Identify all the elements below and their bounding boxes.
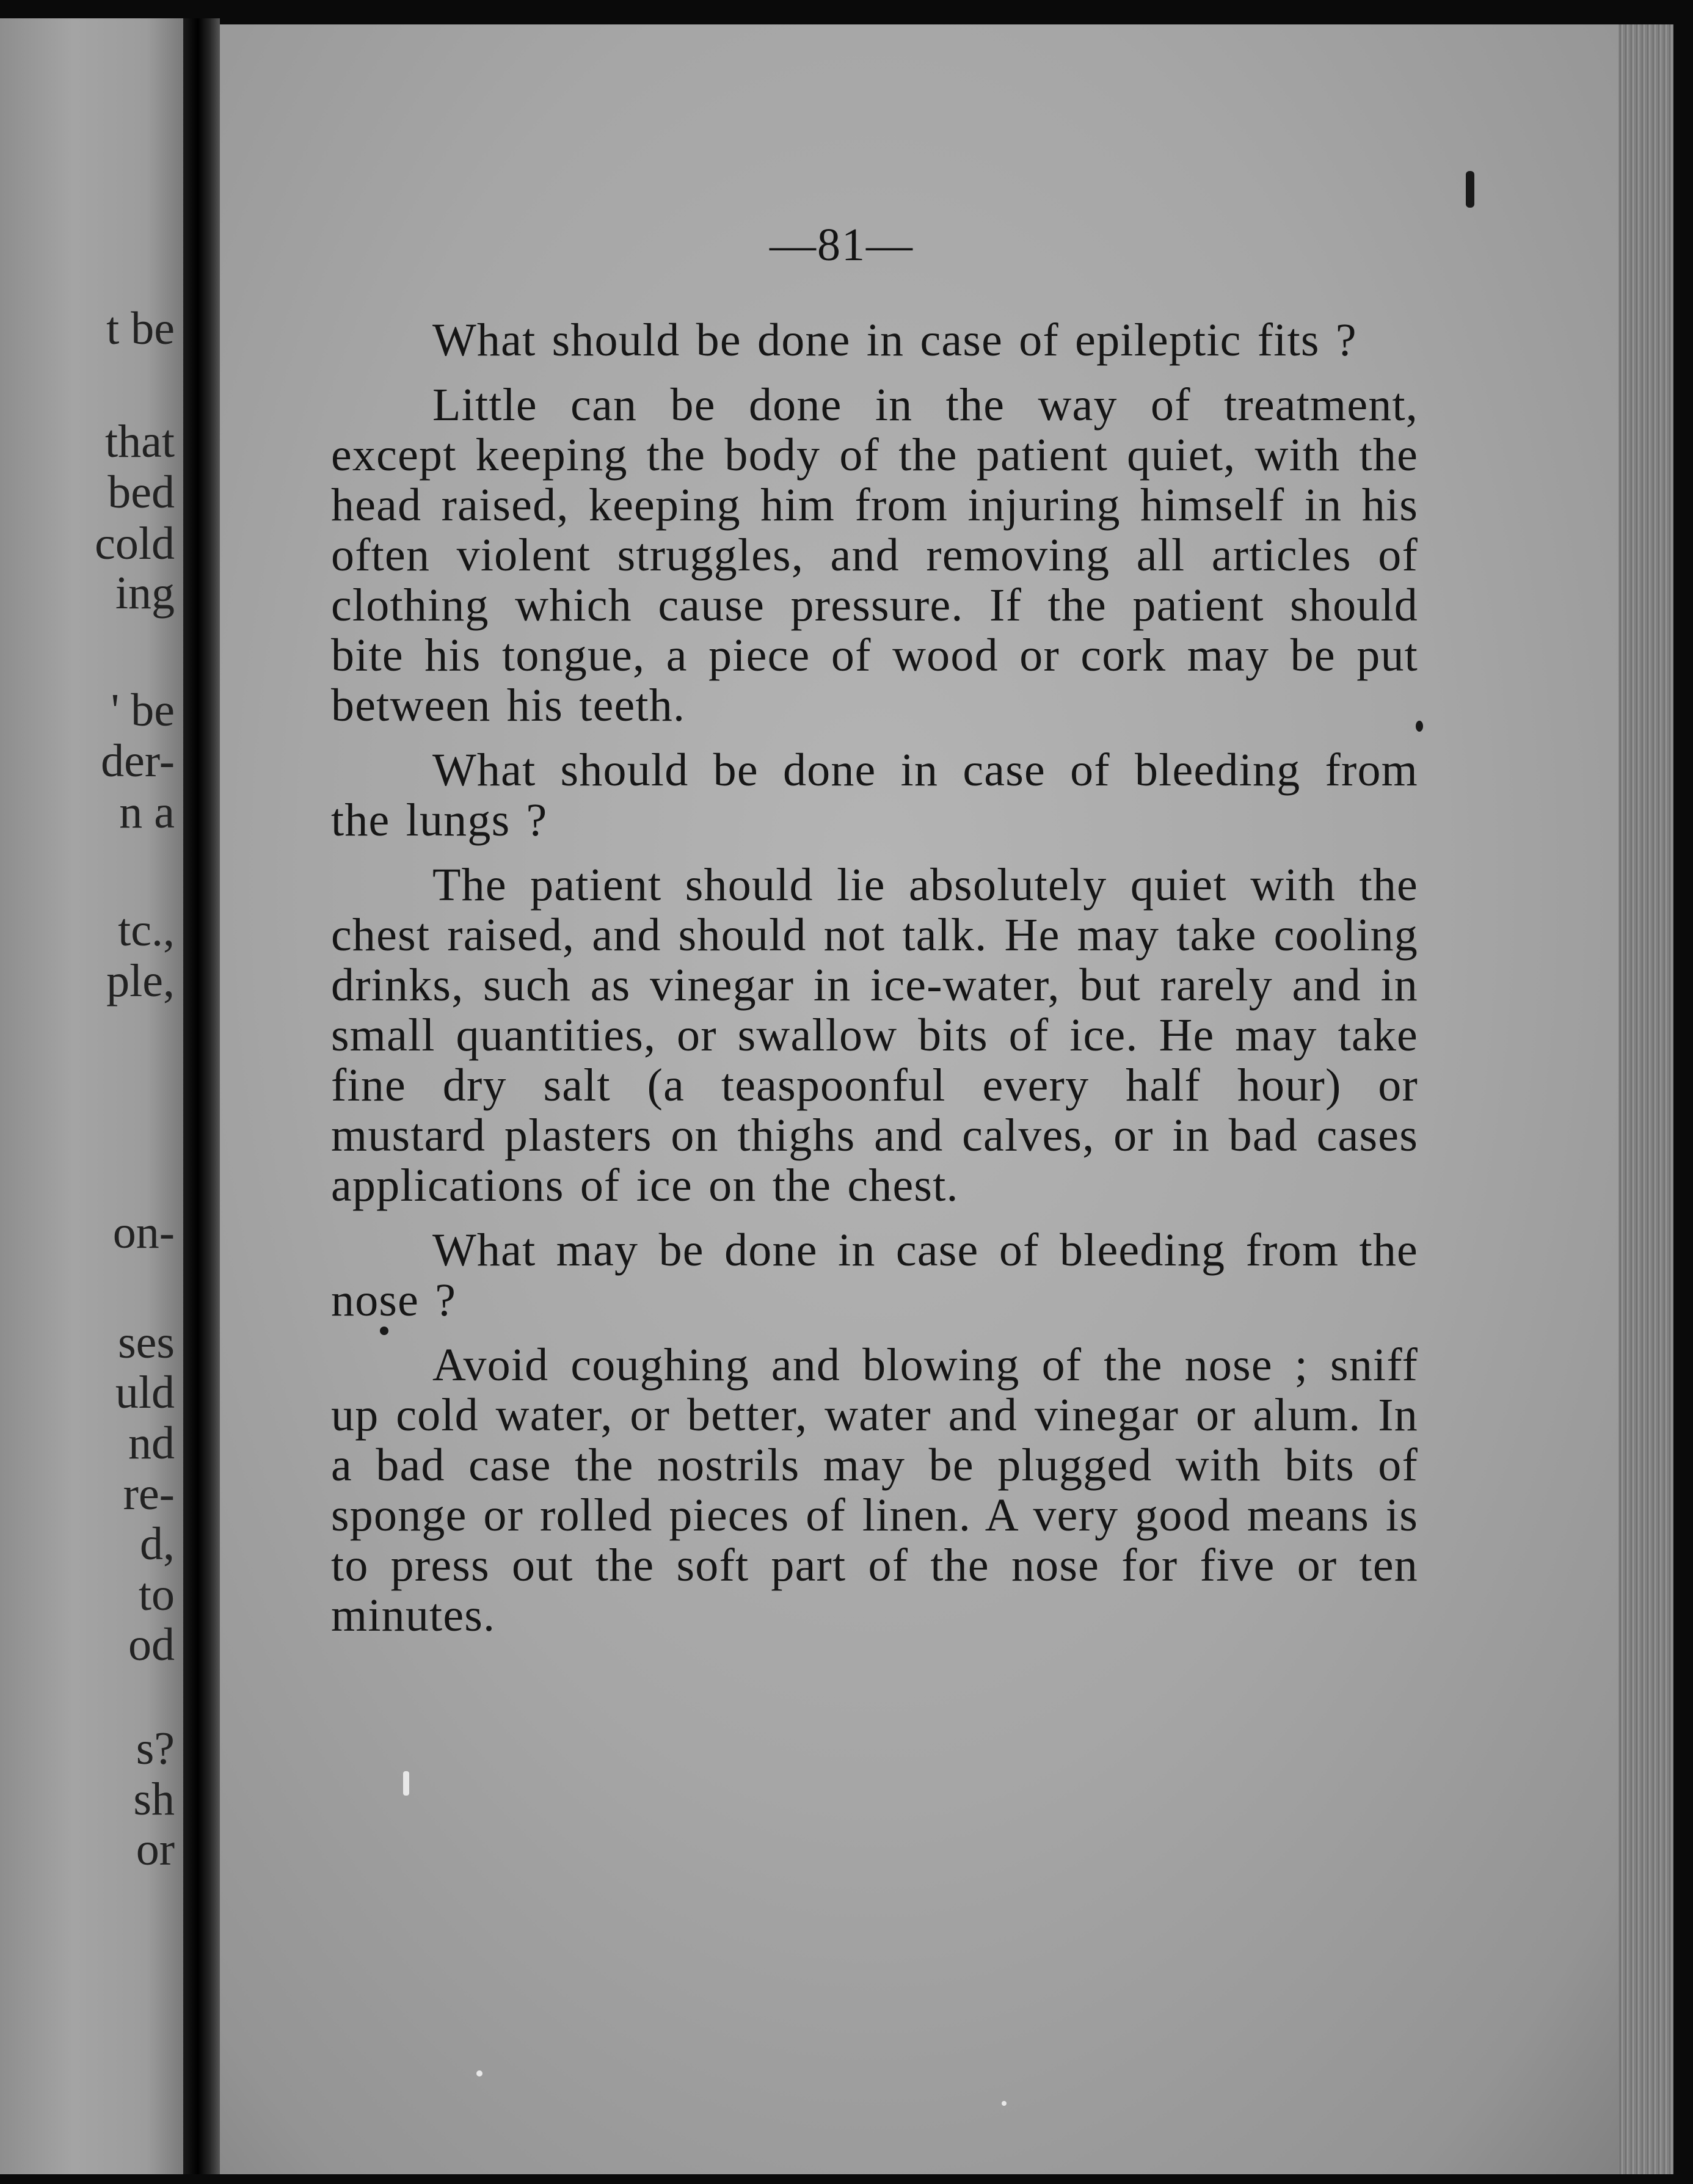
page-body — [331, 315, 1418, 1655]
left-page-fragment: re- — [123, 1468, 175, 1520]
left-page-fragment: sh — [133, 1774, 175, 1825]
left-page-fragment: s? — [136, 1723, 175, 1774]
book-gutter — [183, 18, 220, 2174]
left-page-fragment: cold — [95, 518, 175, 569]
left-page-fragment: ' be — [111, 685, 175, 736]
scan-blemish — [1002, 2101, 1007, 2106]
left-page-fragment: t be — [106, 303, 175, 354]
left-page-fragment: to — [138, 1569, 175, 1620]
left-page-fragment: nd — [128, 1418, 175, 1469]
left-page-fragment: bed — [107, 467, 175, 518]
answer-bleeding-lungs: The patient should lie absolutely quiet with the chest raised, and should not talk. He may take cooling drinks, such as vinegar in ice-water, but rarely and in small quantities, or swallow bits of ice. He may take fine dry salt (a teaspoonful every half hour) or mustard plasters on thighs and calves, or in bad cases applications of ice on the chest. — [331, 859, 1418, 1211]
scan-blemish — [1416, 721, 1423, 732]
left-page-fragment: uld — [115, 1367, 175, 1418]
left-page-fragment: ple, — [106, 955, 175, 1006]
right-page — [220, 24, 1673, 2174]
scan-blemish — [476, 2070, 482, 2077]
left-page-fragment: that — [105, 416, 175, 467]
left-page-fragment: n a — [119, 787, 175, 838]
question-bleeding-nose: What may be done in case of bleeding from the nose ? — [331, 1225, 1418, 1326]
scan-blemish — [1466, 171, 1474, 208]
left-page-fragment: or — [136, 1824, 175, 1875]
question-bleeding-lungs: What should be done in case of bleeding from the lungs ? — [331, 744, 1418, 846]
scan-blemish — [380, 1327, 388, 1335]
left-facing-page — [0, 18, 183, 2174]
left-page-fragment: ses — [118, 1317, 175, 1368]
left-page-fragment: od — [128, 1619, 175, 1670]
page-edge-shadow — [1618, 24, 1673, 2174]
left-page-fragment: d, — [140, 1518, 175, 1570]
page-number: —81— — [770, 219, 914, 271]
answer-epileptic-fits: Little can be done in the way of treatment, except keeping the body of the patient quiet, with the head raised, keeping him from injuring himself in his often violent struggles, and removing all articles of clothing which cause pressure. If the patient should bite his tongue, a piece of wood or cork may be put between his teeth. — [331, 379, 1418, 731]
question-epileptic-fits: What should be done in case of epileptic fits ? — [432, 315, 1357, 366]
left-page-fragment: tc., — [118, 905, 175, 956]
left-page-fragment: on- — [112, 1207, 175, 1258]
left-page-fragment: der- — [101, 735, 175, 787]
left-page-fragment: ing — [115, 567, 175, 619]
scan-blemish — [403, 1771, 409, 1796]
answer-bleeding-nose: Avoid coughing and blowing of the nose ; sniff up cold water, or better, water and vinegar or alum. In a bad case the nostrils may be plugged with bits of sponge or rolled pieces of linen. A very good means is to press out the soft part of the nose for five or ten minutes. — [331, 1339, 1418, 1641]
